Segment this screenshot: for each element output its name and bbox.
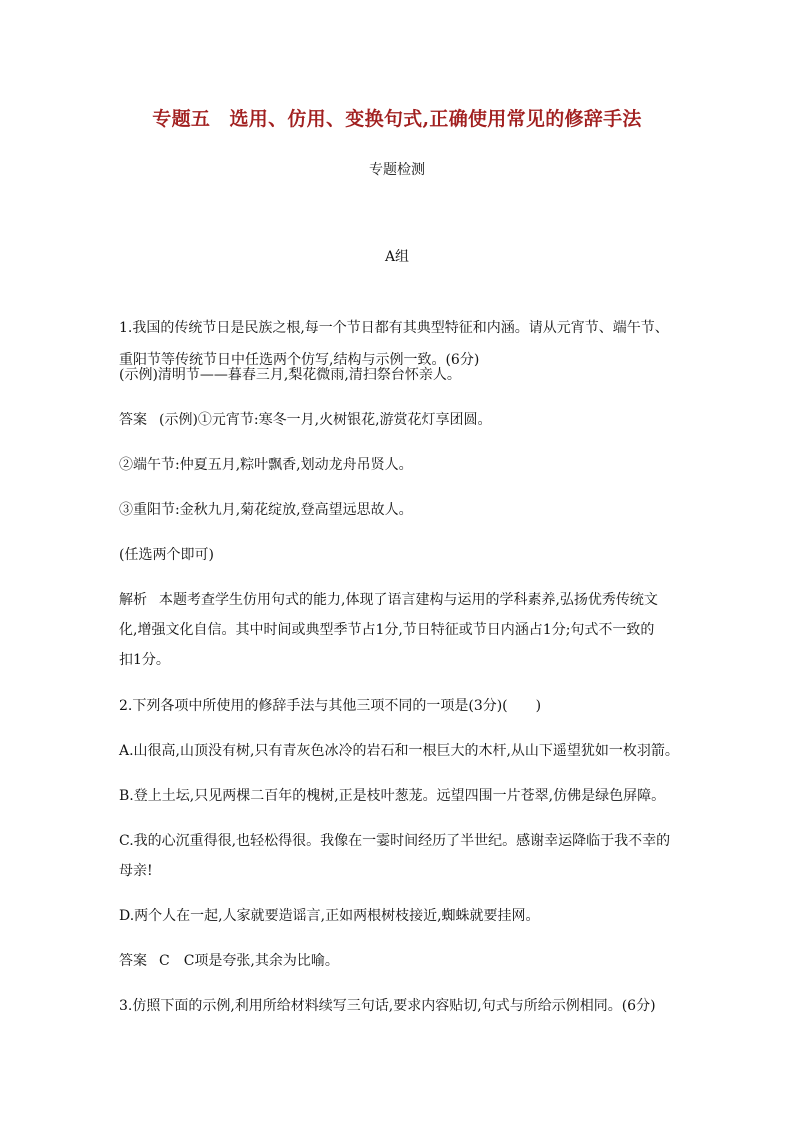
- q2-answer: [119, 951, 339, 971]
- q1-analysis-line-3: 扣1分。: [119, 652, 170, 668]
- q2-option-c-line-1: C.我的心沉重得很,也轻松得很。我像在一霎时间经历了半世纪。感谢幸运降临于我不幸的: [119, 833, 671, 849]
- q1-answer-line-2: ②端午节:仲夏五月,粽叶飘香,划动龙舟吊贤人。: [119, 457, 413, 473]
- q1-analysis-1: 本题考查学生仿用句式的能力,体现了语言建构与运用的学科素养,弘扬优秀传统文: [159, 592, 658, 608]
- q2-option-b: B.登上土坛,只见两棵二百年的槐树,正是枝叶葱茏。远望四围一片苍翠,仿佛是绿色屏障。: [119, 788, 666, 804]
- q1-answer-note: (任选两个即可): [119, 547, 214, 563]
- q1-answer-1: (示例)①元宵节:寒冬一月,火树银花,游赏花灯享团圆。: [159, 412, 492, 428]
- q1-analysis-line-2: 化,增强文化自信。其中时间或典型季节占1分,节日特征或节日内涵占1分;句式不一致的: [119, 622, 655, 638]
- q1-analysis-line-1: [119, 590, 658, 610]
- q2-stem: 2.下列各项中所使用的修辞手法与其他三项不同的一项是(3分)( ): [119, 698, 542, 714]
- group-heading: A组: [384, 249, 410, 265]
- q1-answer-line-3: ③重阳节:金秋九月,菊花绽放,登高望远思故人。: [119, 502, 413, 518]
- q2-option-c-line-2: 母亲!: [119, 863, 153, 879]
- answer-label: 答案: [119, 412, 147, 428]
- page-title: 专题五 选用、仿用、变换句式,正确使用常见的修辞手法: [152, 108, 642, 130]
- q3-stem: 3.仿照下面的示例,利用所给材料续写三句话,要求内容贴切,句式与所给示例相同。(6分): [119, 998, 656, 1014]
- analysis-label: 解析: [119, 592, 147, 608]
- q1-example: (示例)清明节——暮春三月,梨花微雨,清扫祭台怀亲人。: [119, 367, 461, 383]
- page-subtitle: 专题检测: [369, 162, 425, 178]
- q2-answer-text: C C项是夸张,其余为比喻。: [159, 953, 339, 969]
- q1-stem-line-2b: 重阳节等传统节日中任选两个仿写,结构与示例一致。(6分): [119, 352, 480, 368]
- q1-answer-line-1: [119, 410, 492, 430]
- q2-option-d: D.两个人在一起,人家就要造谣言,正如两根树枝接近,蜘蛛就要挂网。: [119, 908, 540, 924]
- q1-stem-line-1: 1.我国的传统节日是民族之根,每一个节日都有其典型特征和内涵。请从元宵节、端午节、: [119, 320, 669, 336]
- q2-option-a: A.山很高,山顶没有树,只有青灰色冰冷的岩石和一根巨大的木杆,从山下遥望犹如一枚羽箭。: [119, 743, 679, 759]
- answer-label-2: 答案: [119, 953, 147, 969]
